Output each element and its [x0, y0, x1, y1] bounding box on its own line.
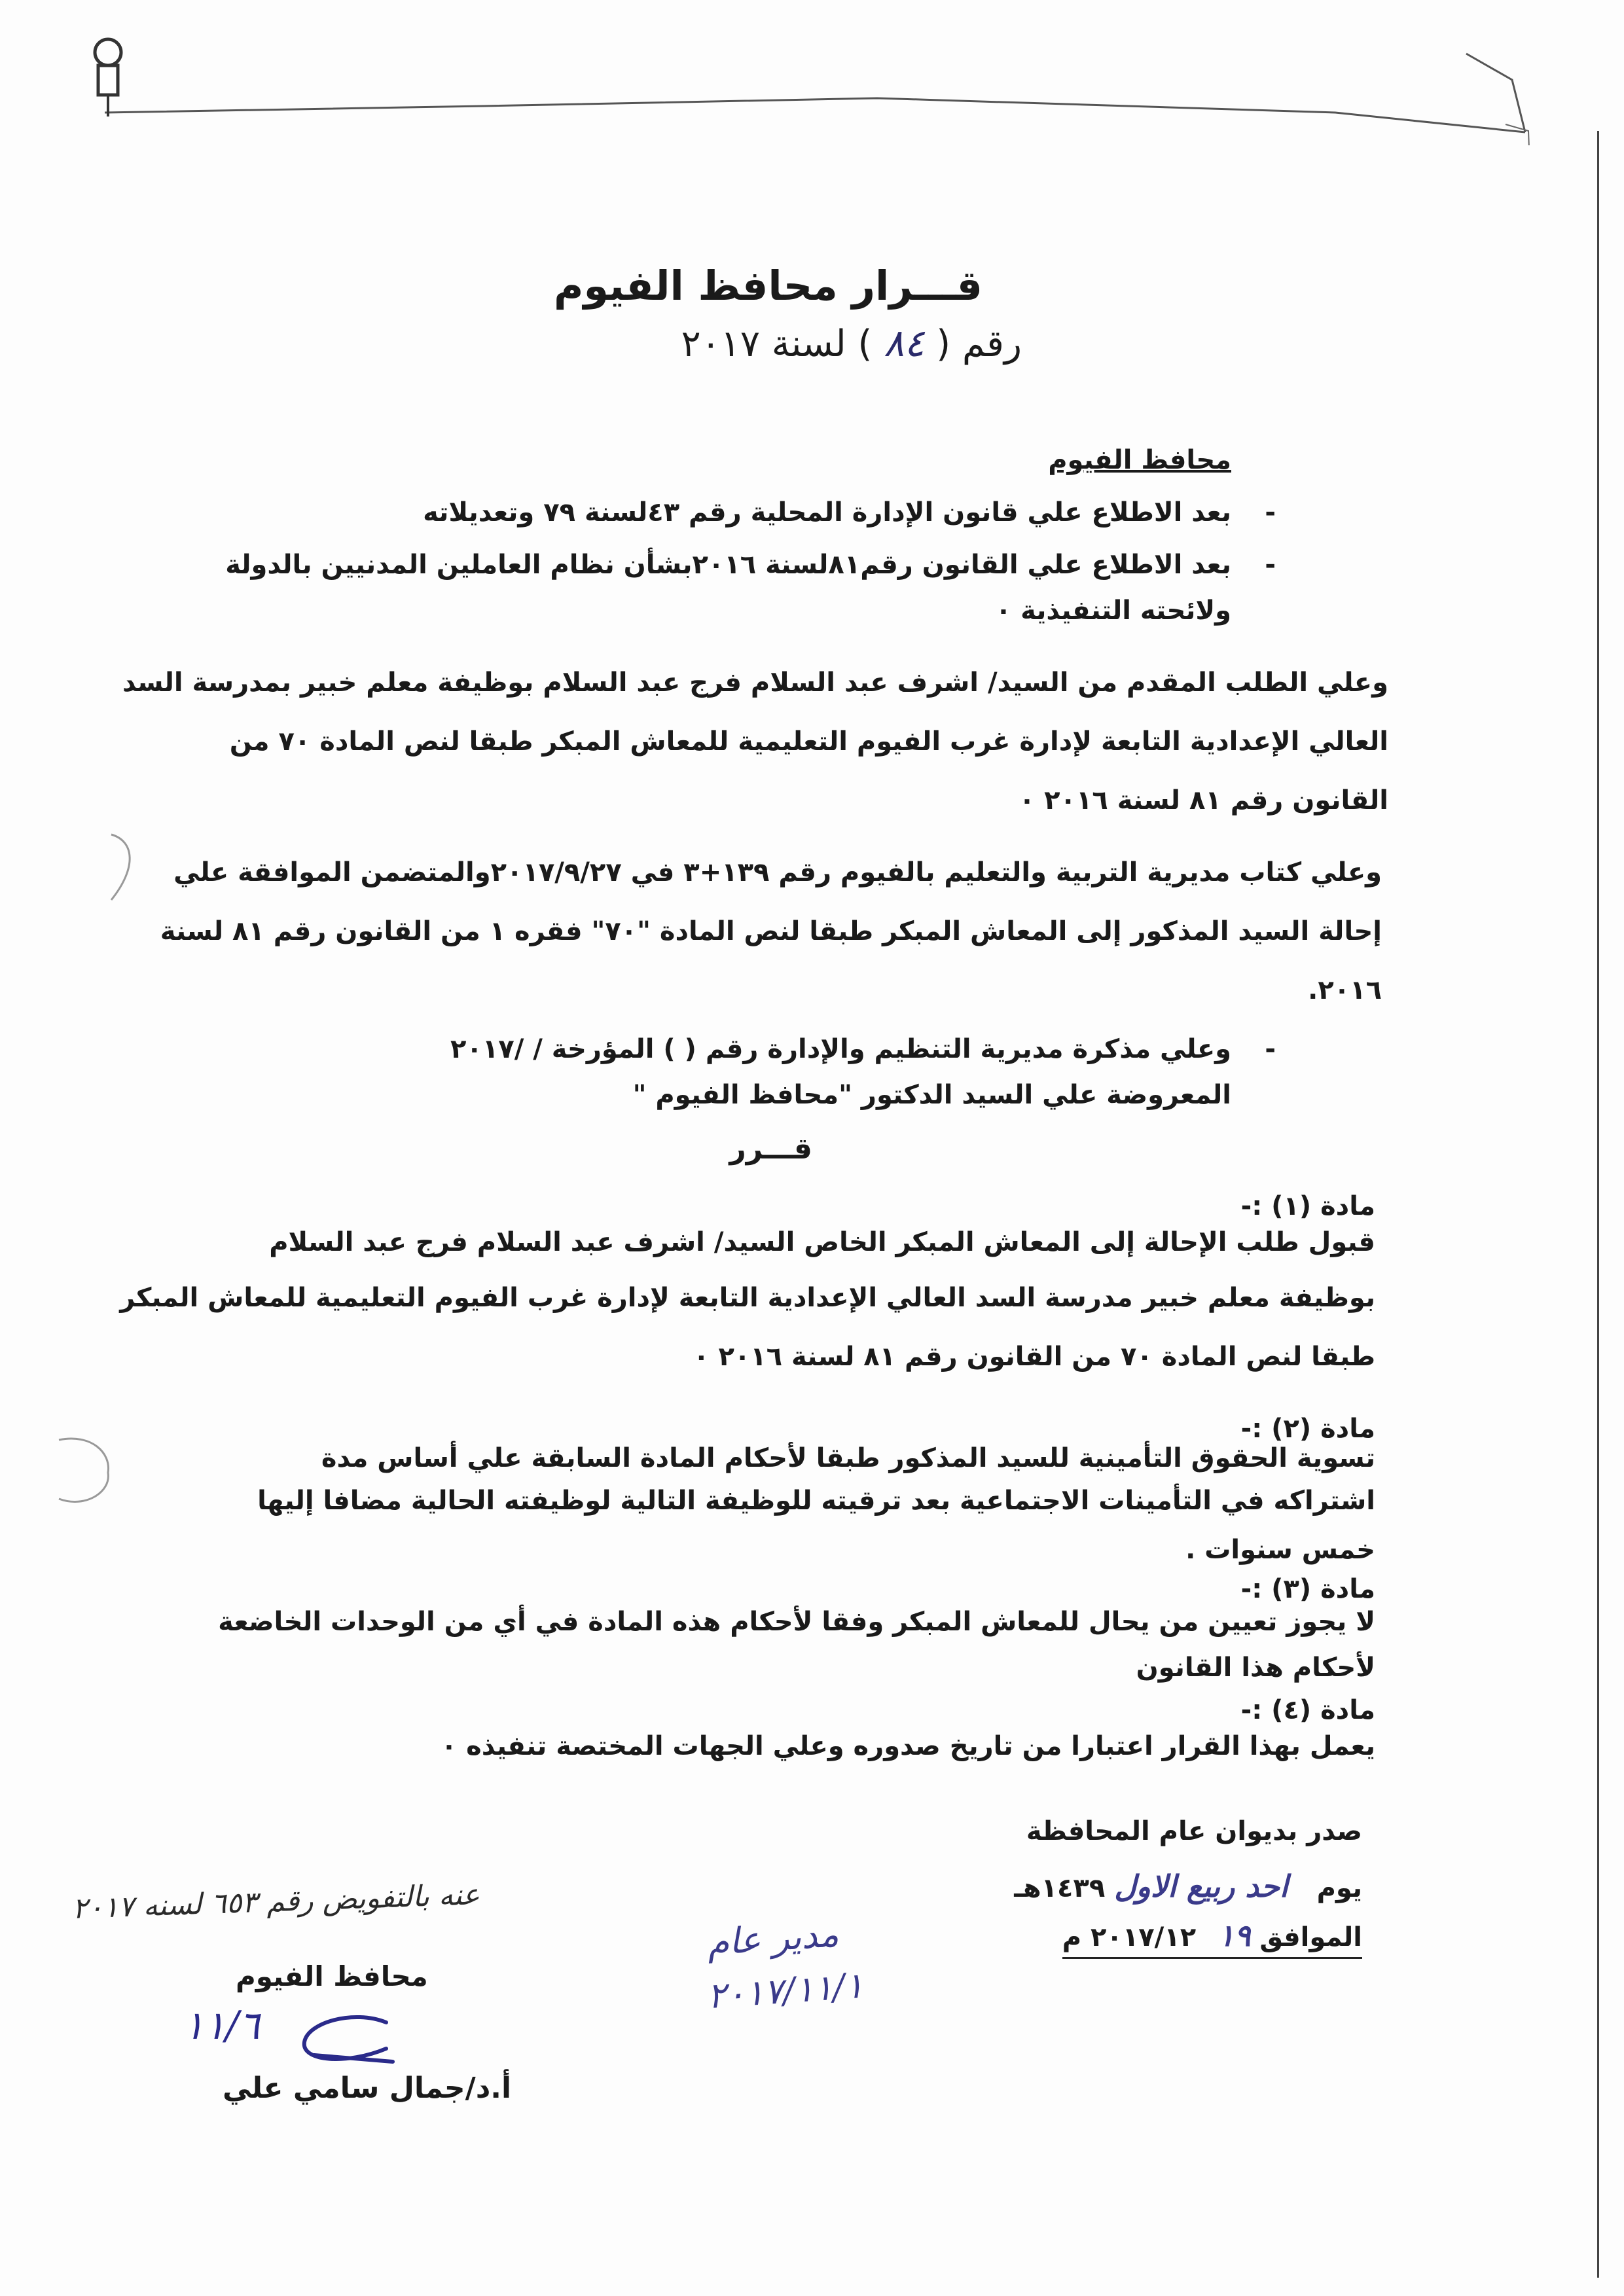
day-label: يوم — [1316, 1873, 1362, 1903]
preamble-item: - بعد الاطلاع علي القانون رقم٨١لسنة ٢٠١٦بشأن نظام العاملين المدنيين بالدولة — [225, 550, 1231, 580]
article-4-heading: مادة (٤) :- — [1240, 1695, 1375, 1725]
pushpin-icon — [79, 33, 137, 118]
gregorian-label: الموافق — [1259, 1922, 1362, 1952]
letter-paragraph-line: إحالة السيد المذكور إلى المعاش المبكر طبقا لنص المادة "٧٠" فقره ١ من القانون رقم ٨١ لسنة — [160, 916, 1382, 946]
article-4-line: يعمل بهذا القرار اعتبارا من تاريخ صدوره وعلي الجهات المختصة تنفيذه ٠ — [441, 1731, 1375, 1761]
hijri-date-handwritten: احد ربيع الاول — [1114, 1869, 1288, 1904]
issue-day-line — [1014, 1869, 1362, 1904]
request-paragraph-line: القانون رقم ٨١ لسنة ٢٠١٦ ٠ — [1019, 785, 1388, 816]
preamble-item-continued: ولائحته التنفيذية ٠ — [995, 596, 1231, 626]
gregorian-day-handwritten: ١٩ — [1218, 1918, 1251, 1953]
decree-number-line — [681, 321, 1022, 365]
decree-title: قـــرار محافظ الفيوم — [554, 262, 983, 310]
decision-heading: قـــرر — [729, 1132, 812, 1166]
issuing-authority: محافظ الفيوم — [1048, 445, 1231, 475]
hijri-year: ١٤٣٩هـ — [1014, 1873, 1106, 1903]
page-edge-right — [1597, 131, 1612, 2278]
signatory-office: محافظ الفيوم — [236, 1960, 428, 1992]
article-3-line: لأحكام هذا القانون — [1136, 1653, 1375, 1683]
preamble-item: - بعد الاطلاع علي قانون الإدارة المحلية رقم ٤٣لسنة ٧٩ وتعديلاته — [423, 497, 1231, 528]
article-2-line: تسوية الحقوق التأمينية للسيد المذكور طبقا لأحكام المادة السابقة علي أساس مدة — [321, 1443, 1375, 1473]
article-3-heading: مادة (٣) :- — [1240, 1574, 1375, 1604]
article-1-line: قبول طلب الإحالة إلى المعاش المبكر الخاص السيد/ اشرف عبد السلام فرج عبد السلام — [269, 1227, 1375, 1257]
page-edge-top — [92, 14, 1532, 145]
article-2-line: اشتراكه في التأمينات الاجتماعية بعد ترقيته للوظيفة التالية لوظيفته الحالية مضافا إليها — [257, 1486, 1375, 1516]
article-1-line: بوظيفة معلم خبير مدرسة السد العالي الإعدادية التابعة لإدارة غرب الفيوم التعليمية للمعاش المبكر — [120, 1283, 1375, 1313]
decree-number-prefix: رقم ( — [936, 323, 1022, 365]
signature-initial-date: ١١/٦ — [183, 2003, 260, 2049]
gregorian-date-line — [1062, 1918, 1362, 1959]
handwritten-note: مدير عام — [706, 1913, 840, 1964]
request-paragraph-line: وعلي الطلب المقدم من السيد/ اشرف عبد السلام فرج عبد السلام بوظيفة معلم خبير بمدرسة السد — [122, 668, 1388, 698]
handwritten-date: ٢٠١٧/١١/١ — [706, 1964, 865, 2017]
decree-number-handwritten: ٨٤ — [884, 321, 925, 365]
memo-line: المعروضة علي السيد الدكتور "محافظ الفيوم " — [632, 1080, 1231, 1110]
article-1-line: طبقا لنص المادة ٧٠ من القانون رقم ٨١ لسنة ٢٠١٦ ٠ — [693, 1342, 1375, 1372]
signature-mark — [288, 2003, 399, 2075]
punch-hole-mark-2 — [46, 1427, 118, 1512]
article-3-line: لا يجوز تعيين من يحال للمعاش المبكر وفقا لأحكام هذه المادة في أي من الوحدات الخاضعة — [218, 1607, 1375, 1637]
letter-paragraph-line: ٢٠١٦. — [1308, 975, 1382, 1005]
article-2-heading: مادة (٢) :- — [1240, 1414, 1375, 1444]
memo-line: - وعلي مذكرة مديرية التنظيم والإدارة رقم ( ) المؤرخة / /٢٠١٧ — [450, 1034, 1231, 1064]
letter-paragraph-line: وعلي كتاب مديرية التربية والتعليم بالفيوم رقم ١٣٩+٣ في ٢٠١٧/٩/٢٧والمتضمن الموافقة علي — [173, 857, 1382, 888]
delegation-note: عنه بالتفويض رقم ٦٥٣ لسنه ٢٠١٧ — [71, 1878, 480, 1926]
decree-number-suffix: ) لسنة ٢٠١٧ — [681, 323, 873, 365]
article-2-line: خمس سنوات . — [1185, 1535, 1375, 1565]
issued-at: صدر بديوان عام المحافظة — [1026, 1816, 1362, 1846]
gregorian-date: ٢٠١٧/١٢ م — [1062, 1922, 1197, 1952]
request-paragraph-line: العالي الإعدادية التابعة لإدارة غرب الفيوم التعليمية للمعاش المبكر طبقا لنص المادة ٧٠ من — [229, 726, 1388, 757]
article-1-heading: مادة (١) :- — [1240, 1191, 1375, 1221]
signatory-name: أ.د/جمال سامي علي — [223, 2072, 512, 2105]
punch-hole-mark — [72, 828, 151, 906]
